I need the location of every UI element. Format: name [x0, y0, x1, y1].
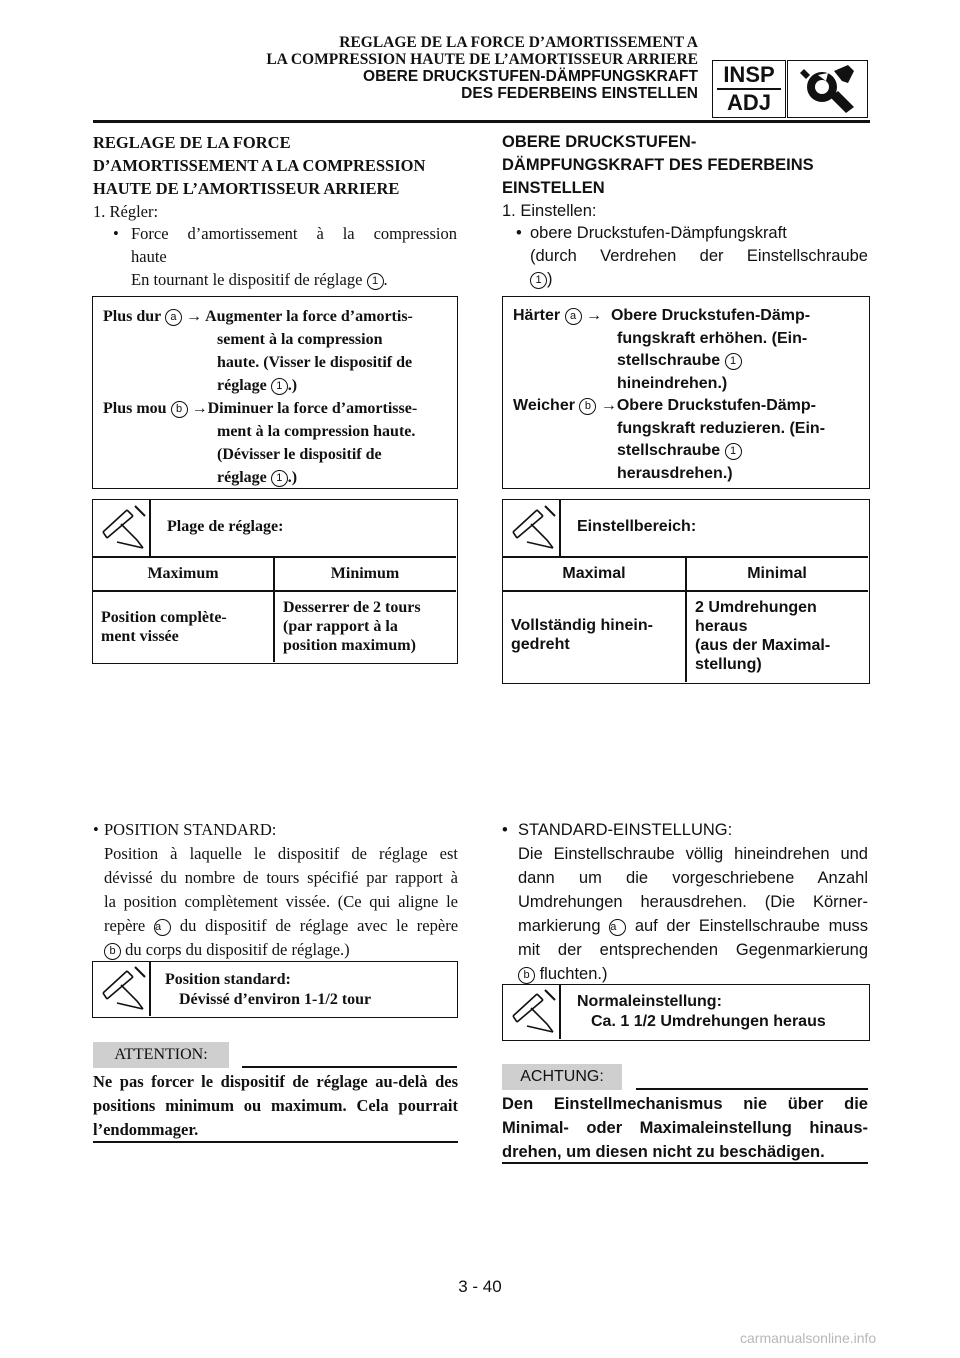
fr-warning-line2: positions minimum ou maximum. Cela pourrait — [93, 1096, 458, 1115]
fr-min-line2: (par rapport à la — [283, 618, 398, 635]
watermark: carmanualsonline.info — [740, 1330, 877, 1346]
fr-warning-label: ATTENTION: — [93, 1042, 229, 1068]
fr-warning-rule-bottom — [93, 1141, 458, 1143]
wrench-icon-box — [787, 60, 868, 118]
fr-adjust-box — [92, 296, 458, 489]
de-std-line2: dann um die vorgeschriebene Anzahl — [518, 869, 868, 887]
fr-std-line4b: du dispositif de réglage avec le repère — [179, 916, 459, 935]
caliper-icon — [507, 988, 559, 1038]
fr-min-line1: Desserrer de 2 tours — [283, 599, 421, 616]
de-harder-label: Härter — [513, 307, 561, 324]
fr-std-box — [92, 961, 458, 1018]
fr-row-line1 — [93, 556, 456, 558]
de-min-value — [695, 598, 830, 674]
page-number: 3 - 40 — [458, 1277, 502, 1296]
bullet-dot: • — [93, 820, 99, 839]
fr-softer-line4-text: réglage — [217, 469, 267, 486]
fr-min-line3: position maximum) — [283, 637, 416, 654]
de-title-line1: OBERE DRUCKSTUFEN- — [502, 133, 697, 151]
fr-max-line1: Position complète- — [101, 609, 227, 626]
de-warning-line1: Den Einstellmechanismus nie über die — [502, 1095, 868, 1113]
fr-harder-line2: sement à la compression — [217, 331, 383, 348]
de-std-box-line1: Normaleinstellung: — [577, 993, 722, 1010]
fr-std-line1: Position à laquelle le dispositif de réglage est — [104, 844, 458, 863]
fr-std-line5-text: du corps du dispositif de réglage.) — [125, 940, 350, 959]
mark-1-icon: 1 — [367, 273, 384, 290]
de-std-head: STANDARD-EINSTELLUNG: — [518, 821, 733, 839]
de-warning-text — [502, 1092, 868, 1164]
insp-adj-badge — [712, 60, 786, 118]
mark-1-icon: 1 — [530, 272, 547, 289]
mark-b-icon: b — [579, 398, 596, 415]
de-max-line2: gedreht — [511, 636, 570, 653]
fr-col-min: Minimum — [330, 565, 400, 582]
fr-title-line1: REGLAGE DE LA FORCE — [93, 133, 291, 152]
fr-std-line2: dévissé du nombre de tours spécifié par rapport à — [104, 868, 458, 887]
de-softer-line — [513, 395, 825, 418]
fr-harder-text: Augmenter la force d’amortis- — [205, 308, 413, 325]
de-icon-divider — [559, 500, 561, 557]
de-col-max: Maximal — [562, 565, 626, 582]
fr-adjust-content — [103, 305, 417, 489]
fr-icon-divider — [149, 500, 151, 557]
header-de-line2: DES FEDERBEINS EINSTELLEN — [461, 85, 698, 102]
fr-std-box-line1: Position standard: — [165, 971, 291, 988]
fr-step1: 1. Régler: — [93, 202, 159, 221]
fr-std-line3: la position complètement vissée. (Ce qui aligne le — [104, 892, 458, 911]
mark-a-icon: a — [609, 919, 626, 936]
de-min-line4: stellung) — [695, 656, 762, 673]
de-std-line1: Die Einstellschraube völlig hineindrehen und — [518, 845, 868, 863]
header-fr-line2: LA COMPRESSION HAUTE DE L’AMORTISSEUR ARRIERE — [266, 51, 698, 68]
fr-title — [93, 131, 425, 200]
fr-std-box-line2: Dévissé d’environ 1-1/2 tour — [179, 991, 372, 1008]
header-titles — [266, 34, 698, 68]
de-softer-line3 — [513, 440, 825, 463]
de-title-line3: EINSTELLEN — [502, 179, 605, 197]
fr-harder-line4-text: réglage — [217, 377, 267, 394]
wrench-icon — [788, 61, 867, 117]
de-std-line3: Umdrehungen herausdrehen. (Die Körner- — [518, 893, 868, 911]
header-fr-line1: REGLAGE DE LA FORCE D’AMORTISSEMENT A — [339, 34, 698, 51]
de-harder-line4: hineindrehen.) — [617, 374, 728, 392]
de-bullet1-first — [516, 222, 868, 245]
fr-col-max: Maximum — [147, 565, 219, 582]
de-std-line6 — [518, 962, 868, 986]
de-std-line6-text: fluchten.) — [539, 965, 608, 983]
caliper-icon — [97, 965, 149, 1015]
de-max-value — [511, 616, 653, 654]
de-std-box-line2: Ca. 1 1/2 Umdrehungen heraus — [591, 1013, 826, 1030]
fr-std-line5 — [104, 938, 458, 962]
fr-harder-label: Plus dur — [103, 308, 161, 325]
mark-a-icon: a — [565, 308, 582, 325]
de-softer-text: Obere Druckstufen-Dämp- — [616, 397, 817, 414]
mark-b-icon: b — [518, 967, 535, 984]
de-softer-label: Weicher — [513, 397, 575, 414]
de-bullet1 — [516, 222, 868, 291]
fr-title-line2: D’AMORTISSEMENT A LA COMPRESSION — [93, 156, 426, 175]
arrow-right-icon: → — [185, 308, 202, 325]
de-std-line4 — [518, 914, 868, 938]
mark-a-icon: a — [165, 309, 182, 326]
fr-row-line2 — [93, 590, 456, 592]
fr-softer-line2: ment à la compression haute. — [217, 423, 416, 440]
fr-harder-line3: haute. (Visser le dispositif de — [217, 354, 413, 371]
fr-range-title: Plage de réglage: — [167, 518, 284, 535]
de-warning-line3: drehen, um diesen nicht zu beschädigen. — [502, 1143, 825, 1161]
mark-1-icon: 1 — [725, 443, 742, 460]
mark-b-icon: b — [104, 943, 121, 960]
de-harder-line3-text: stellschraube — [617, 352, 721, 369]
fr-warning-text — [93, 1070, 458, 1142]
arrow-right-icon: → — [600, 397, 617, 414]
de-min-line1: 2 Umdrehungen — [695, 599, 817, 616]
de-std-icon-divider — [559, 985, 561, 1039]
fr-std-head-wrap — [93, 818, 458, 842]
fr-std-head: POSITION STANDARD: — [104, 820, 277, 839]
fr-softer-text: Diminuer la force d’amortisse- — [207, 400, 418, 417]
fr-bullet1-first — [107, 222, 457, 245]
mark-1-icon: 1 — [271, 470, 288, 487]
arrow-right-icon: → — [586, 307, 603, 324]
de-standard — [502, 818, 868, 986]
arrow-right-icon: → — [191, 400, 208, 417]
fr-std-line4a: repère — [104, 916, 146, 935]
de-std-head-wrap — [502, 818, 868, 842]
de-std-box-text — [577, 992, 826, 1032]
mark-b-icon: b — [171, 401, 188, 418]
header-titles-de — [363, 68, 698, 102]
bullet-dot: • — [502, 821, 508, 839]
fr-softer-line3: (Dévisser le dispositif de — [217, 446, 382, 463]
fr-bullet1-line1: Force d’amortissement à la compression — [131, 224, 457, 243]
fr-std-line4 — [104, 914, 458, 938]
fr-harder-line — [103, 305, 417, 328]
de-harder-line — [513, 305, 825, 328]
de-range-title: Einstellbereich: — [577, 518, 697, 535]
mark-a-icon: a — [154, 919, 171, 936]
fr-range-table — [92, 499, 458, 664]
de-bullet1-line3: 1 ) — [516, 268, 868, 291]
fr-softer-line4: réglage 1 .) — [217, 469, 298, 486]
header-rule — [93, 120, 870, 123]
fr-harder-line4: réglage 1 .) — [217, 377, 298, 394]
fr-softer-line — [103, 397, 417, 420]
de-min-line3: (aus der Maximal- — [695, 637, 831, 654]
mark-1-icon: 1 — [271, 378, 288, 395]
de-std-line5: mit der entsprechenden Gegenmarkierung — [518, 941, 868, 959]
de-harder-line2: fungskraft erhöhen. (Ein- — [617, 329, 808, 347]
de-softer-line2: fungskraft reduzieren. (Ein- — [617, 419, 826, 437]
fr-warning-line3: l’endommager. — [93, 1120, 199, 1139]
fr-title-line3: HAUTE DE L’AMORTISSEUR ARRIERE — [93, 179, 400, 198]
fr-std-box-text — [165, 970, 371, 1010]
fr-warning-line1: Ne pas forcer le dispositif de réglage au-delà des — [93, 1072, 458, 1091]
fr-max-line2: ment vissée — [101, 628, 179, 645]
de-min-line2: heraus — [695, 618, 748, 635]
de-warning-label: ACHTUNG: — [502, 1064, 622, 1090]
de-adjust-content — [513, 305, 825, 485]
de-softer-line3-text: stellschraube — [617, 442, 721, 459]
fr-max-value — [101, 608, 227, 646]
de-std-line4a: markierung — [518, 917, 601, 935]
de-harder-text: Obere Druckstufen-Dämp- — [610, 307, 811, 324]
de-harder-line3 — [513, 350, 825, 373]
de-std-line4b: auf der Einstellschraube muss — [634, 917, 868, 935]
fr-warning-rule-top — [242, 1066, 457, 1068]
de-warning-rule-bottom — [502, 1162, 868, 1164]
de-range-table — [502, 499, 870, 684]
de-adjust-box — [502, 296, 870, 489]
de-warning-line2: Minimal- oder Maximaleinstellung hinaus- — [502, 1119, 868, 1137]
bullet-dot: • — [113, 224, 119, 243]
de-bullet1-line2: (durch Verdrehen der Einstellschraube — [530, 247, 868, 265]
de-max-line1: Vollständig hinein- — [511, 617, 653, 634]
bullet-dot: • — [516, 224, 522, 242]
de-col-min: Minimal — [747, 565, 807, 582]
badge-insp: INSP — [723, 62, 775, 87]
de-title-line2: DÄMPFUNGSKRAFT DES FEDERBEINS — [502, 156, 814, 174]
de-bullet1-line1: obere Druckstufen-Dämpfungskraft — [530, 224, 787, 242]
de-softer-line4: herausdrehen.) — [617, 464, 733, 482]
fr-std-icon-divider — [149, 962, 151, 1016]
de-title — [502, 131, 814, 200]
header-de-line1: OBERE DRUCKSTUFEN-DÄMPFUNGSKRAFT — [363, 68, 698, 85]
de-std-box — [502, 984, 870, 1041]
de-step1: 1. Einstellen: — [502, 202, 597, 220]
caliper-icon — [97, 504, 149, 554]
fr-softer-label: Plus mou — [103, 400, 167, 417]
mark-1-icon: 1 — [725, 353, 742, 370]
fr-standard — [93, 818, 458, 962]
fr-bullet1-line3-text: En tournant le dispositif de réglage — [131, 270, 363, 289]
fr-bullet1 — [107, 222, 457, 291]
fr-bullet1-line3: En tournant le dispositif de réglage 1 . — [131, 270, 388, 289]
badge-adj: ADJ — [726, 90, 771, 115]
fr-min-value — [283, 598, 421, 655]
fr-bullet1-line2: haute — [131, 247, 167, 266]
caliper-icon — [507, 504, 559, 554]
de-warning-rule-top — [636, 1088, 868, 1090]
